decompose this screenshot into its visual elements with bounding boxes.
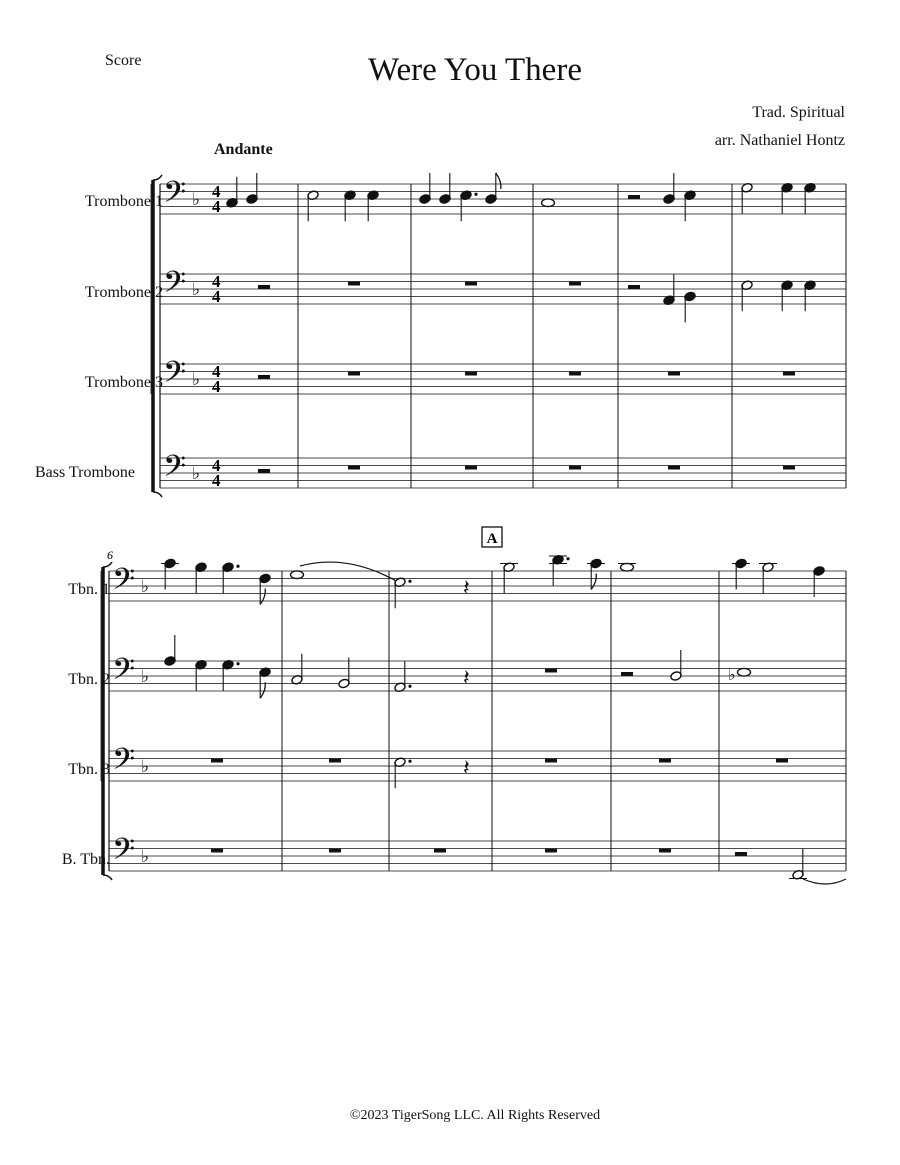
half-rest-icon (258, 285, 270, 289)
measure-number: 6 (107, 548, 113, 562)
notehead (738, 668, 751, 676)
time-signature-top: 4 (212, 362, 221, 381)
time-signature-bottom: 4 (212, 377, 221, 396)
tie-slur (300, 562, 400, 583)
instrument-name-tbn-1: Tbn. 1 (68, 581, 110, 598)
rehearsal-mark-box (482, 527, 502, 547)
augmentation-dot (408, 685, 411, 688)
augmentation-dot (236, 565, 239, 568)
bass-clef-icon: 𝄢 (112, 563, 136, 604)
whole-rest-icon (329, 759, 341, 763)
instrument-name-trombone-2: Trombone 2 (84, 284, 163, 301)
augmentation-dot (236, 662, 239, 665)
half-rest-icon (735, 852, 747, 856)
bass-clef-icon: 𝄢 (112, 743, 136, 784)
bass-clef-icon: 𝄢 (163, 356, 187, 397)
instrument-name-b-tbn: B. Tbn. (61, 851, 110, 868)
whole-rest-icon (348, 282, 360, 286)
whole-rest-icon (659, 849, 671, 853)
whole-rest-icon (668, 372, 680, 376)
whole-rest-icon (545, 759, 557, 763)
notehead (291, 571, 304, 579)
whole-rest-icon (465, 372, 477, 376)
time-signature-bottom: 4 (212, 197, 221, 216)
whole-rest-icon (569, 282, 581, 286)
whole-rest-icon (783, 372, 795, 376)
key-signature-flat-icon: ♭ (141, 667, 150, 687)
whole-rest-icon (783, 466, 795, 470)
time-signature-bottom: 4 (212, 471, 221, 490)
instrument-name-bass-trombone: Bass Trombone (34, 464, 135, 481)
whole-rest-icon (569, 466, 581, 470)
bass-clef-icon: 𝄢 (112, 653, 136, 694)
whole-rest-icon (465, 282, 477, 286)
instrument-name-trombone-3: Trombone 3 (84, 374, 163, 391)
whole-rest-icon (211, 849, 223, 853)
bass-clef-icon: 𝄢 (163, 450, 187, 491)
whole-rest-icon (329, 849, 341, 853)
key-signature-flat-icon: ♭ (192, 190, 201, 210)
whole-rest-icon (776, 759, 788, 763)
arranger-credit: arr. Nathaniel Hontz (714, 132, 845, 149)
bass-clef-icon: 𝄢 (112, 833, 136, 874)
note-flag (260, 589, 265, 605)
whole-rest-icon (465, 466, 477, 470)
quarter-rest-icon: 𝄽 (463, 666, 470, 691)
whole-rest-icon (659, 759, 671, 763)
instrument-name-tbn-3: Tbn. 3 (68, 761, 110, 778)
augmentation-dot (474, 193, 477, 196)
key-signature-flat-icon: ♭ (141, 757, 150, 777)
tempo-marking: Andante (214, 141, 273, 158)
time-signature-top: 4 (212, 182, 221, 201)
copyright-notice: ©2023 TigerSong LLC. All Rights Reserved (349, 1108, 601, 1123)
whole-rest-icon (545, 669, 557, 673)
half-rest-icon (621, 672, 633, 676)
quarter-rest-icon: 𝄽 (463, 756, 470, 781)
whole-rest-icon (348, 466, 360, 470)
time-signature-top: 4 (212, 272, 221, 291)
augmentation-dot (408, 580, 411, 583)
key-signature-flat-icon: ♭ (192, 464, 201, 484)
notehead (542, 199, 555, 207)
time-signature-top: 4 (212, 456, 221, 475)
half-rest-icon (628, 195, 640, 199)
key-signature-flat-icon: ♭ (141, 577, 150, 597)
tie-slur (803, 879, 846, 884)
whole-rest-icon (348, 372, 360, 376)
key-signature-flat-icon: ♭ (141, 847, 150, 867)
whole-rest-icon (668, 466, 680, 470)
augmentation-dot (408, 760, 411, 763)
page-title: Were You There (368, 52, 582, 88)
half-rest-icon (258, 375, 270, 379)
instrument-name-tbn-2: Tbn. 2 (68, 671, 110, 688)
composer-credit: Trad. Spiritual (752, 104, 845, 121)
notehead (621, 563, 634, 571)
augmentation-dot (566, 557, 569, 560)
note-flag (591, 574, 596, 590)
note-flag (260, 682, 265, 698)
quarter-rest-icon: 𝄽 (463, 576, 470, 601)
whole-rest-icon (434, 849, 446, 853)
instrument-name-trombone-1: Trombone 1 (84, 193, 163, 210)
time-signature-bottom: 4 (212, 287, 221, 306)
bass-clef-icon: 𝄢 (163, 176, 187, 217)
bass-clef-icon: 𝄢 (163, 266, 187, 307)
half-rest-icon (258, 469, 270, 473)
key-signature-flat-icon: ♭ (192, 280, 201, 300)
whole-rest-icon (569, 372, 581, 376)
score-label: Score (105, 52, 142, 69)
whole-rest-icon (545, 849, 557, 853)
note-flag (496, 173, 501, 189)
key-signature-flat-icon: ♭ (192, 370, 201, 390)
flat-accidental-icon: ♭ (728, 665, 736, 684)
half-rest-icon (628, 285, 640, 289)
whole-rest-icon (211, 759, 223, 763)
rehearsal-mark: A (486, 531, 498, 547)
